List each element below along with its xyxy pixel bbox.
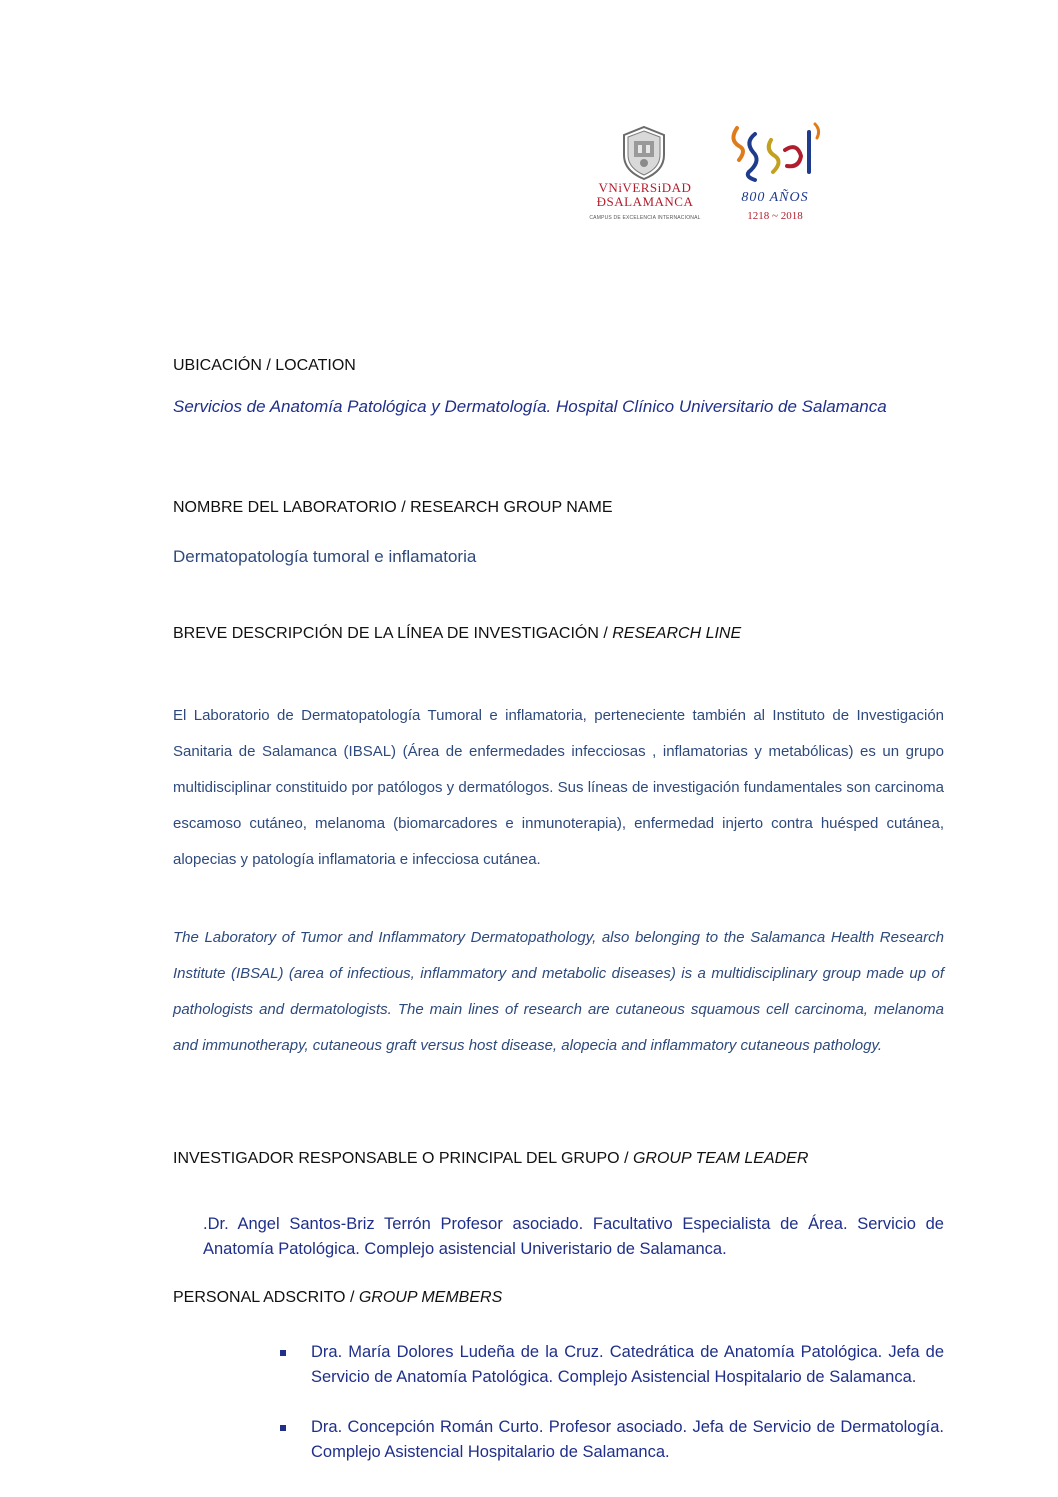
- anniversary-years: 1218 ~ 2018: [747, 210, 803, 222]
- bullet-icon: [280, 1425, 286, 1431]
- group-name-heading: NOMBRE DEL LABORATORIO / RESEARCH GROUP NAME: [173, 499, 613, 516]
- research-description-es: El Laboratorio de Dermatopatología Tumoral e inflamatoria, perteneciente también al Instituto de Investigación Sanitaria de Salamanca (IBSAL) (Área de enfermedades infecciosas , inflamatorias y metabólicas) es un grupo multidisciplinar constituido por patólogos y dermatólogos. Sus líneas de investigación fundamentales son carcinoma escamoso cutáneo, melanoma (biomarcadores e inmunoterapia), enfermedad injerto contra huésped cutánea, alopecias y patología inflamatoria e infecciosa cutánea.: [173, 707, 944, 868]
- research-line-heading-es: BREVE DESCRIPCIÓN DE LA LÍNEA DE INVESTIGACIÓN /: [173, 625, 613, 642]
- list-item: [280, 1340, 944, 1390]
- group-name: Dermatopatología tumoral e inflamatoria: [173, 547, 477, 566]
- bullet-icon: [280, 1350, 286, 1356]
- team-leader-text: .Dr. Angel Santos-Briz Terrón Profesor asociado. Facultativo Especialista de Área. Servicio de Anatomía Patológica. Complejo asistencial Univeristario de Salamanca.: [203, 1215, 944, 1258]
- location-text: Servicios de Anatomía Patológica y Dermatología. Hospital Clínico Universitario de Salamanca: [173, 397, 887, 416]
- team-leader-heading-es: INVESTIGADOR RESPONSABLE O PRINCIPAL DEL GRUPO /: [173, 1150, 633, 1167]
- group-members-heading-es: PERSONAL ADSCRITO /: [173, 1289, 359, 1306]
- university-logo: [580, 125, 710, 225]
- university-tagline: CAMPUS DE EXCELENCIA INTERNACIONAL: [589, 215, 701, 221]
- team-leader-heading-en: GROUP TEAM LEADER: [632, 1150, 809, 1167]
- university-name-line2: ÐSALAMANCA: [596, 194, 694, 209]
- member-text: Dra. María Dolores Ludeña de la Cruz. Catedrática de Anatomía Patológica. Jefa de Servicio de Anatomía Patológica. Complejo Asistencial Hospitalario de Salamanca.: [311, 1343, 944, 1386]
- university-crest-icon: [620, 125, 668, 181]
- member-text: Dra. Concepción Román Curto. Profesor asociado. Jefa de Servicio de Dermatología. Complejo Asistencial Hospitalario de Salamanca.: [311, 1418, 944, 1461]
- research-description-en: The Laboratory of Tumor and Inflammatory Dermatopathology, also belonging to the Salamanca Health Research Institute (IBSAL) (area of infectious, inflammatory and metabolic diseases) is a multidisciplinary group made up of pathologists and dermatologists. The main lines of research are cutaneous squamous cell carcinoma, melanoma and immunotherapy, cutaneous graft versus host disease, alopecia and inflammatory cutaneous pathology.: [173, 929, 944, 1054]
- research-line-heading: [173, 625, 741, 643]
- team-leader-heading: [173, 1150, 808, 1168]
- university-name-line1: VNiVERSiDAD: [598, 180, 692, 195]
- list-item: [280, 1415, 944, 1465]
- group-members-heading-en: GROUP MEMBERS: [358, 1289, 503, 1306]
- anniversary-label: 800 AÑOS: [741, 190, 809, 205]
- location-heading: UBICACIÓN / LOCATION: [173, 357, 356, 374]
- anniversary-mark-icon: [725, 120, 825, 186]
- anniversary-logo: [725, 120, 825, 230]
- group-members-heading: [173, 1289, 502, 1307]
- research-line-heading-en: RESEARCH LINE: [612, 625, 742, 642]
